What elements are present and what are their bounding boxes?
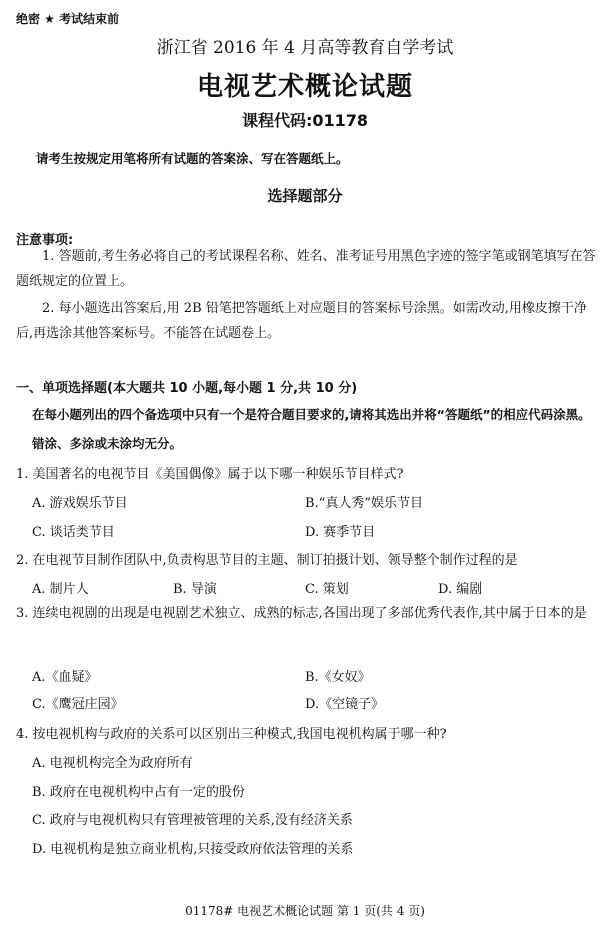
question-2-option-a: A. 制片人 (32, 582, 89, 597)
question-2-option-b: B. 导演 (173, 582, 217, 597)
attention-item-1: 1. 答题前,考生务必将自己的考试课程名称、姓名、准考证号用黑色字迹的签字笔或钢笔填写在答题纸规定的位置上。 (16, 249, 596, 289)
paper-title: 电视艺术概论试题 (196, 72, 413, 102)
question-4-option-d: D. 电视机构是独立商业机构,只接受政府依法管理的关系 (32, 842, 354, 857)
section-part-title: 选择题部分 (267, 187, 343, 205)
answer-notice: 请考生按规定用笔将所有试题的答案涂、写在答题纸上。 (36, 151, 349, 166)
question-3-option-c: C.《鹰冠庄园》 (32, 697, 124, 712)
attention-title: 注意事项: (16, 233, 74, 248)
question-3-option-d: D.《空镜子》 (305, 697, 385, 712)
question-1-option-c: C. 谈话类节目 (32, 525, 115, 540)
question-1-option-d: D. 赛季节目 (305, 525, 376, 540)
question-2-option-c: C. 策划 (305, 582, 349, 597)
question-3-option-b: B.《女奴》 (305, 670, 371, 685)
question-4-option-b: B. 政府在电视机构中占有一定的股份 (32, 785, 245, 800)
question-4-option-a: A. 电视机构完全为政府所有 (32, 756, 193, 771)
section1-instruction: 在每小题列出的四个备选项中只有一个是符合题目要求的,请将其选出并将“答题纸”的相应代码涂黑。错涂、多涂或未涂均无分。 (32, 407, 591, 451)
section1-title: 一、单项选择题(本大题共 10 小题,每小题 1 分,共 10 分) (16, 381, 358, 396)
secret-label: 绝密 ★ 考试结束前 (16, 12, 120, 26)
question-4-option-c: C. 政府与电视机构只有管理被管理的关系,没有经济关系 (32, 813, 353, 828)
question-1-option-b: B.“真人秀”娱乐节目 (305, 496, 423, 511)
page-footer: 01178# 电视艺术概论试题 第 1 页(共 4 页) (185, 904, 425, 918)
question-1-stem: 1. 美国著名的电视节目《美国偶像》属于以下哪一种娱乐节目样式? (16, 467, 404, 482)
question-3-option-a: A.《血疑》 (32, 670, 98, 685)
question-1-option-a: A. 游戏娱乐节目 (32, 496, 128, 511)
question-4-stem: 4. 按电视机构与政府的关系可以区别出三种模式,我国电视机构属于哪一种? (16, 727, 447, 742)
course-code: 课程代码:01178 (241, 111, 369, 130)
question-2-stem: 2. 在电视节目制作团队中,负责构思节目的主题、制订拍摄计划、领导整个制作过程的是 (16, 553, 518, 568)
question-2-option-d: D. 编剧 (438, 582, 483, 597)
question-3-stem: 3. 连续电视剧的出现是电视剧艺术独立、成熟的标志,各国出现了多部优秀代表作,其中属于日本的是 (16, 606, 587, 621)
exam-header: 浙江省 2016 年 4 月高等教育自学考试 (156, 38, 454, 58)
attention-item-2: 2. 每小题选出答案后,用 2B 铅笔把答题纸上对应题目的答案标号涂黑。如需改动,用橡皮擦干净后,再选涂其他答案标号。不能答在试题卷上。 (16, 301, 587, 341)
